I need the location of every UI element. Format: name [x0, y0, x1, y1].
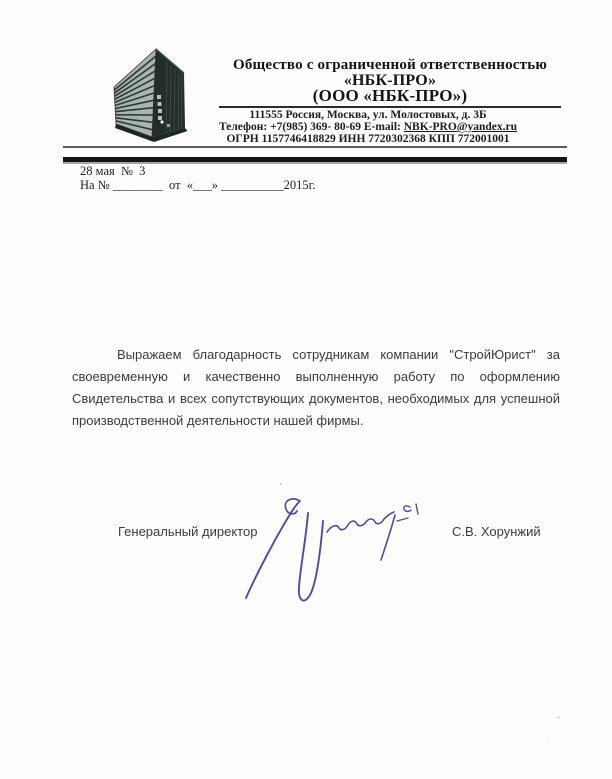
phone-email-prefix: Телефон: +7(985) 369- 80-69 E-mail:: [219, 120, 404, 133]
letter-reply-reference-line: На № ________ от «___» __________2015г.: [80, 178, 316, 192]
org-short-name: «НБК-ПРО»: [343, 72, 437, 89]
handwritten-signature-icon: [240, 475, 425, 610]
signer-job-title: Генеральный директор: [118, 524, 258, 539]
org-full-name: (ООО «НБК-ПРО»): [312, 86, 468, 105]
company-email: NBK-PRO@yandex.ru: [403, 120, 517, 133]
letter-body-paragraph: Выражаем благодарность сотрудникам компании "СтройЮрист" за своевременную и качественно выполненную работу по оформлению Свидетельства и всех сопутствующих документов, необходимых для успешной производственной деятельности нашей фирмы.: [72, 347, 560, 428]
letterhead-rule-thin: [63, 146, 567, 148]
scan-speck: [546, 738, 548, 740]
letter-date-number-line: 28 мая № 3: [80, 164, 146, 178]
org-type-line: Общество с ограниченной ответственностью: [232, 57, 548, 73]
company-registration-numbers: ОГРН 1157746418829 ИНН 7720302368 КПП 772001001: [226, 132, 510, 145]
letterhead-rule-thick: [63, 157, 567, 164]
letterhead-underline: [219, 106, 561, 108]
signer-name: С.В. Хорунжий: [452, 524, 541, 539]
scan-speck: [557, 716, 560, 719]
letterhead-titles: [200, 58, 580, 104]
company-address: 111555 Россия, Москва, ул. Молостовых, д. 3Б: [249, 109, 487, 121]
letterhead-contacts: [193, 110, 543, 146]
